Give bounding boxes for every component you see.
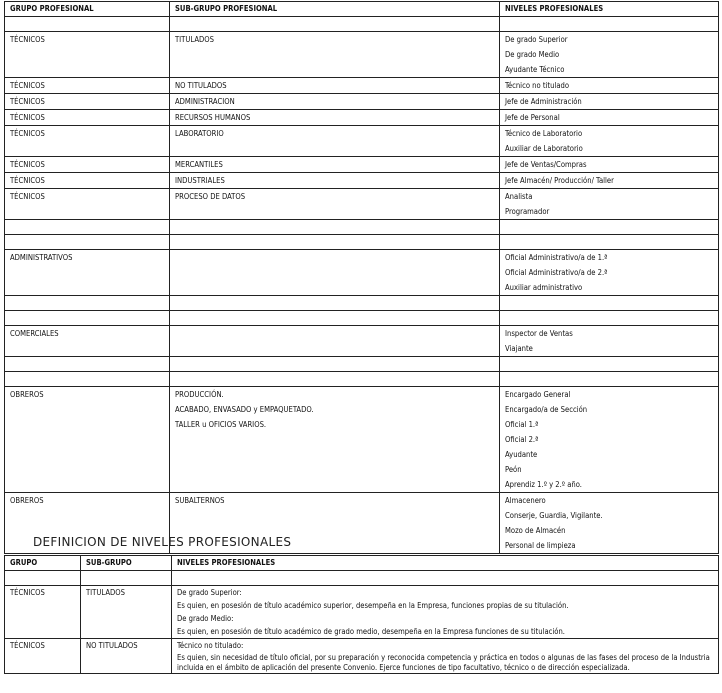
header-group: GRUPO xyxy=(5,556,81,571)
empty-cell xyxy=(500,311,719,326)
table-row xyxy=(5,78,719,94)
empty-cell xyxy=(170,311,500,326)
empty-cell xyxy=(5,311,170,326)
header-group: GRUPO PROFESIONAL xyxy=(5,2,170,17)
group-cell-line: TÉCNICOS xyxy=(10,176,45,185)
subgroup-cell-line: TITULADOS xyxy=(175,35,214,44)
empty-cell xyxy=(5,571,81,586)
levels-cell-line: Analista xyxy=(505,192,533,201)
subgroup-cell-line: TITULADOS xyxy=(86,588,125,597)
levels-cell-line: Ayudante Técnico xyxy=(505,65,565,74)
group-cell-line: TÉCNICOS xyxy=(10,129,45,138)
levels-cell-line: Personal de limpieza xyxy=(505,541,576,550)
levels-cell-line: De grado Superior xyxy=(505,35,568,44)
group-cell xyxy=(5,157,170,173)
definition-line: Es quien, en posesión de título académico superior, desempeña en la Empresa, funciones propias de su titulación. xyxy=(177,601,569,610)
levels-cell xyxy=(500,32,719,78)
levels-cell xyxy=(500,250,719,296)
level-definitions-table xyxy=(4,555,719,674)
empty-cell xyxy=(500,17,719,32)
group-cell xyxy=(5,126,170,157)
subgroup-cell xyxy=(81,586,172,639)
empty-cell xyxy=(500,235,719,250)
group-cell xyxy=(5,326,170,357)
levels-cell-line: Ayudante xyxy=(505,450,538,459)
levels-cell xyxy=(500,493,719,554)
subgroup-cell xyxy=(170,326,500,357)
definition-line: De grado Superior: xyxy=(177,588,242,597)
group-cell xyxy=(5,639,81,674)
empty-cell xyxy=(81,571,172,586)
levels-cell-line: Auxiliar administrativo xyxy=(505,283,583,292)
definition-line: Es quien, sin necesidad de título oficial, por su preparación y reconocida competencia y práctica en todos o algunas de las fases del proceso de la Industria incluida en el ámbito de aplicación del presente Convenio. Ejerce funciones de tipo facultativo, técnico o de dirección especializada. xyxy=(177,653,710,672)
empty-cell xyxy=(170,357,500,372)
group-cell xyxy=(5,250,170,296)
subgroup-cell-line: ACABADO, ENVASADO y EMPAQUETADO. xyxy=(175,405,314,414)
empty-cell xyxy=(170,235,500,250)
group-cell-line: TÉCNICOS xyxy=(10,97,45,106)
group-cell xyxy=(5,78,170,94)
subgroup-cell-line: SUBALTERNOS xyxy=(175,496,225,505)
levels-cell-line: Peón xyxy=(505,465,522,474)
table-row xyxy=(5,157,719,173)
levels-cell-line: Encargado/a de Sección xyxy=(505,405,588,414)
group-cell xyxy=(5,387,170,493)
levels-cell xyxy=(500,78,719,94)
levels-cell-line: Jefe de Administración xyxy=(505,97,582,106)
group-cell-line: TÉCNICOS xyxy=(10,35,45,44)
group-cell-line: ADMINISTRATIVOS xyxy=(10,253,73,262)
empty-cell xyxy=(5,17,170,32)
subgroup-cell xyxy=(170,126,500,157)
definition-line: De grado Medio: xyxy=(177,614,234,623)
group-cell xyxy=(5,32,170,78)
header-levels: NIVELES PROFESIONALES xyxy=(500,2,719,17)
levels-cell xyxy=(500,126,719,157)
table-row xyxy=(5,586,719,639)
spacer-row xyxy=(5,235,719,250)
subgroup-cell-line: MERCANTILES xyxy=(175,160,223,169)
subgroup-cell-line: PROCESO DE DATOS xyxy=(175,192,246,201)
levels-cell-line: Aprendiz 1.º y 2.º año. xyxy=(505,480,582,489)
levels-cell-line: Oficial Administrativo/a de 1.ª xyxy=(505,253,608,262)
empty-cell xyxy=(5,220,170,235)
table-row xyxy=(5,126,719,157)
professional-groups-table xyxy=(4,1,719,554)
empty-cell xyxy=(500,372,719,387)
subgroup-cell-line: NO TITULADOS xyxy=(86,641,138,650)
empty-cell xyxy=(172,571,719,586)
subgroup-cell xyxy=(170,94,500,110)
table-row xyxy=(5,110,719,126)
levels-cell-line: Jefe de Personal xyxy=(505,113,560,122)
subgroup-cell-line: LABORATORIO xyxy=(175,129,224,138)
levels-cell-line: Encargado General xyxy=(505,390,571,399)
empty-cell xyxy=(170,296,500,311)
subgroup-cell xyxy=(170,189,500,220)
table-row xyxy=(5,173,719,189)
levels-cell-line: Oficial 2.ª xyxy=(505,435,539,444)
levels-cell xyxy=(500,94,719,110)
levels-cell-line: Oficial Administrativo/a de 2.ª xyxy=(505,268,608,277)
spacer-row xyxy=(5,571,719,586)
group-cell xyxy=(5,586,81,639)
spacer-row xyxy=(5,296,719,311)
levels-cell-line: Programador xyxy=(505,207,550,216)
subgroup-cell-line: NO TITULADOS xyxy=(175,81,227,90)
table-row xyxy=(5,326,719,357)
levels-cell-line: Jefe Almacén/ Producción/ Taller xyxy=(505,176,614,185)
spacer-row xyxy=(5,17,719,32)
group-cell xyxy=(5,189,170,220)
table-row xyxy=(5,387,719,493)
spacer-row xyxy=(5,372,719,387)
levels-cell-line: Almacenero xyxy=(505,496,546,505)
group-cell-line: TÉCNICOS xyxy=(10,192,45,201)
group-cell-line: TÉCNICOS xyxy=(10,588,45,597)
levels-cell-line: Mozo de Almacén xyxy=(505,526,566,535)
subgroup-cell xyxy=(81,639,172,674)
levels-cell xyxy=(500,110,719,126)
empty-cell xyxy=(170,372,500,387)
subgroup-cell-line: ADMINISTRACION xyxy=(175,97,235,106)
header-subgroup: SUB-GRUPO xyxy=(81,556,172,571)
group-cell-line: OBREROS xyxy=(10,496,44,505)
spacer-row xyxy=(5,357,719,372)
group-cell-line: OBREROS xyxy=(10,390,44,399)
levels-cell-line: Viajante xyxy=(505,344,533,353)
empty-cell xyxy=(5,357,170,372)
definition-line: Es quien, en posesión de título académico de grado medio, desempeña en la Empresa funciones de su titulación. xyxy=(177,627,565,636)
group-cell-line: TÉCNICOS xyxy=(10,113,45,122)
definition-cell xyxy=(172,639,719,674)
subgroup-cell xyxy=(170,110,500,126)
empty-cell xyxy=(500,220,719,235)
subgroup-cell xyxy=(170,157,500,173)
table-row xyxy=(5,32,719,78)
group-cell xyxy=(5,110,170,126)
table-row xyxy=(5,639,719,674)
group-cell-line: COMERCIALES xyxy=(10,329,59,338)
levels-cell xyxy=(500,173,719,189)
levels-cell xyxy=(500,189,719,220)
empty-cell xyxy=(170,220,500,235)
empty-cell xyxy=(5,235,170,250)
levels-cell-line: Técnico no titulado xyxy=(505,81,570,90)
subgroup-cell-line: PRODUCCIÓN. xyxy=(175,390,224,399)
definition-cell xyxy=(172,586,719,639)
section-title: DEFINICION DE NIVELES PROFESIONALES xyxy=(33,535,292,549)
empty-cell xyxy=(500,357,719,372)
levels-cell-line: Oficial 1.ª xyxy=(505,420,539,429)
subgroup-cell xyxy=(170,250,500,296)
spacer-row xyxy=(5,220,719,235)
empty-cell xyxy=(5,372,170,387)
levels-cell-line: Técnico de Laboratorio xyxy=(505,129,583,138)
header-subgroup: SUB-GRUPO PROFESIONAL xyxy=(170,2,500,17)
levels-cell-line: Jefe de Ventas/Compras xyxy=(505,160,587,169)
group-cell-line: TÉCNICOS xyxy=(10,160,45,169)
subgroup-cell-line: INDUSTRIALES xyxy=(175,176,225,185)
group-cell-line: TÉCNICOS xyxy=(10,641,45,650)
header-row xyxy=(5,2,719,17)
spacer-row xyxy=(5,311,719,326)
levels-cell-line: Conserje, Guardia, Vigilante. xyxy=(505,511,603,520)
table-row xyxy=(5,250,719,296)
table-row xyxy=(5,189,719,220)
group-cell-line: TÉCNICOS xyxy=(10,81,45,90)
subgroup-cell xyxy=(170,387,500,493)
levels-cell xyxy=(500,326,719,357)
header-levels: NIVELES PROFESIONALES xyxy=(172,556,719,571)
empty-cell xyxy=(5,296,170,311)
header-row xyxy=(5,556,719,571)
levels-cell xyxy=(500,157,719,173)
empty-cell xyxy=(170,17,500,32)
levels-cell-line: Inspector de Ventas xyxy=(505,329,573,338)
table-row xyxy=(5,94,719,110)
subgroup-cell-line: RECURSOS HUMANOS xyxy=(175,113,251,122)
subgroup-cell xyxy=(170,173,500,189)
group-cell xyxy=(5,94,170,110)
levels-cell-line: De grado Medio xyxy=(505,50,560,59)
definition-line: Técnico no titulado: xyxy=(177,641,244,650)
levels-cell-line: Auxiliar de Laboratorio xyxy=(505,144,583,153)
subgroup-cell xyxy=(170,78,500,94)
subgroup-cell xyxy=(170,32,500,78)
group-cell xyxy=(5,173,170,189)
subgroup-cell-line: TALLER u OFICIOS VARIOS. xyxy=(175,420,267,429)
empty-cell xyxy=(500,296,719,311)
levels-cell xyxy=(500,387,719,493)
